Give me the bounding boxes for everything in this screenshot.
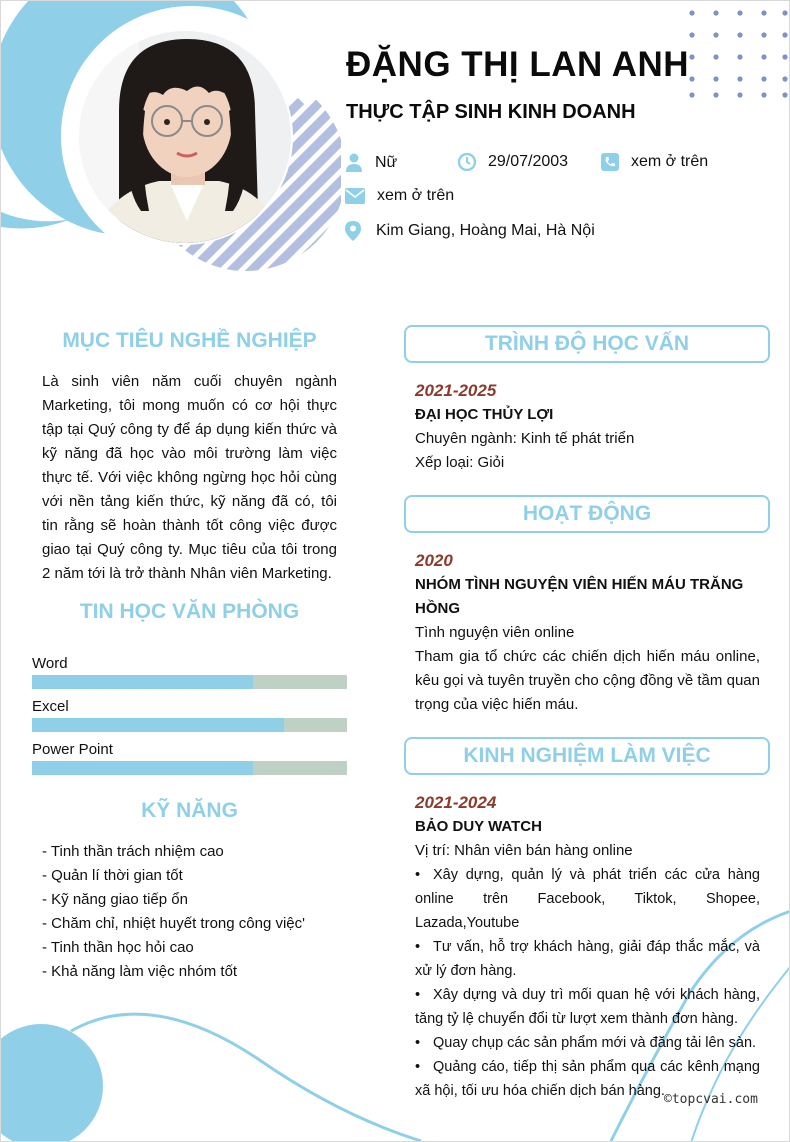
bullet-text: Quay chụp các sản phẩm mới và đăng tải lên sàn. <box>433 1035 757 1051</box>
activity-position: Tình nguyện viên online <box>415 624 575 641</box>
activities-title: HOẠT ĐỘNG <box>404 495 770 533</box>
list-item <box>415 983 760 1031</box>
bullet-symbol: • <box>415 939 421 955</box>
address-info <box>345 221 595 241</box>
experience-position: Vị trí: Nhân viên bán hàng online <box>415 842 633 859</box>
bullet-symbol: • <box>415 867 421 883</box>
gender-value: Nữ <box>375 154 398 171</box>
job-title: THỰC TẬP SINH KINH DOANH <box>346 101 636 123</box>
email-value: xem ở trên <box>377 187 455 204</box>
activity-year: 2020 <box>415 551 453 570</box>
candidate-name: ĐẶNG THỊ LAN ANH <box>346 45 690 84</box>
skill-item: - Quản lí thời gian tốt <box>42 867 183 884</box>
experience-year: 2021-2024 <box>415 793 497 812</box>
bullet-text: Tư vấn, hỗ trợ khách hàng, giải đáp thắc mắc, và xử lý đơn hàng. <box>415 939 760 979</box>
skill-item: - Khả năng làm việc nhóm tốt <box>42 963 238 980</box>
office-skill-bar-excel <box>32 718 347 732</box>
education-school: ĐẠI HỌC THỦY LỢI <box>415 406 554 423</box>
email-icon <box>345 188 365 204</box>
office-skill-label-powerpoint: Power Point <box>32 741 113 758</box>
birthday-value: 29/07/2003 <box>488 153 569 170</box>
person-icon <box>345 153 363 173</box>
office-skills-title: TIN HỌC VĂN PHÒNG <box>79 600 300 623</box>
address-value: Kim Giang, Hoàng Mai, Hà Nội <box>376 222 595 239</box>
activity-description: Tham gia tổ chức các chiến dịch hiến máu online, kêu gọi và tuyên truyền cho cộng đồng về tầm quan trọng của việc hiến máu. <box>415 648 760 713</box>
skill-item: - Tinh thần học hỏi cao <box>42 939 194 956</box>
bullet-text: Quảng cáo, tiếp thị sản phẩm qua các kênh mạng xã hội, tối ưu hóa chiến dịch bán hàng. <box>415 1059 760 1099</box>
education-grade: Xếp loại: Giỏi <box>415 454 505 471</box>
office-skill-bar-word <box>32 675 347 689</box>
education-year: 2021-2025 <box>415 381 497 400</box>
skills-title: KỸ NĂNG <box>141 799 238 822</box>
experience-title: KINH NGHIỆM LÀM VIỆC <box>404 737 770 775</box>
profile-photo <box>79 31 291 243</box>
list-item <box>415 863 760 935</box>
gender-info <box>345 153 397 173</box>
education-major: Chuyên ngành: Kinh tế phát triển <box>415 430 635 447</box>
bullet-symbol: • <box>415 1035 421 1051</box>
birthday-info <box>458 153 568 171</box>
skill-item: - Chăm chỉ, nhiệt huyết trong công việc' <box>42 915 305 932</box>
office-skill-bar-powerpoint <box>32 761 347 775</box>
office-skill-label-excel: Excel <box>32 698 69 715</box>
bullet-text: Xây dựng và duy trì mối quan hệ với khách hàng, tăng tỷ lệ chuyển đổi từ lượt xem thành đơn hàng. <box>415 987 760 1027</box>
skill-item: - Tinh thần trách nhiệm cao <box>42 843 224 860</box>
phone-value: xem ở trên <box>631 153 709 170</box>
bullet-text: Xây dựng, quản lý và phát triển các cửa hàng online trên Facebook, Tiktok, Shopee, Lazada,Youtube <box>415 867 760 931</box>
skills-list <box>42 840 305 984</box>
office-skill-label-word: Word <box>32 655 68 672</box>
list-item <box>415 1031 760 1055</box>
objective-title: MỤC TIÊU NGHỀ NGHIỆP <box>62 329 317 352</box>
phone-info <box>601 153 708 171</box>
objective-text: Là sinh viên năm cuối chuyên ngành Marketing, tôi mong muốn có cơ hội thực tập tại Quý công ty để áp dụng kiến thức và kỹ năng đã học vào môi trường làm việc thực tế. Với việc không ngừng học hỏi cùng với nền tảng kiến thức, kỹ năng đã có, tôi tin rằng sẽ hoàn thành tốt công việc được giao tại Quý công ty. Mục tiêu của tôi trong 2 năm tới là trở thành Nhân viên Marketing. <box>42 373 337 582</box>
bullet-symbol: • <box>415 1059 421 1075</box>
location-pin-icon <box>345 221 361 241</box>
list-item <box>415 935 760 983</box>
dot-grid-decoration <box>681 5 790 101</box>
experience-company: BẢO DUY WATCH <box>415 818 542 835</box>
bullet-symbol: • <box>415 987 421 1003</box>
skill-item: - Kỹ năng giao tiếp ổn <box>42 891 188 908</box>
activity-org-line1: NHÓM TÌNH NGUYỆN VIÊN HIẾN MÁU TRĂNG <box>415 576 744 593</box>
education-title: TRÌNH ĐỘ HỌC VẤN <box>404 325 770 363</box>
phone-icon <box>601 153 619 171</box>
experience-bullets <box>415 863 760 1103</box>
activity-org-line2: HỒNG <box>415 600 460 617</box>
clock-icon <box>458 153 476 171</box>
email-info <box>345 187 454 205</box>
watermark: ©topcvai.com <box>664 1092 758 1107</box>
